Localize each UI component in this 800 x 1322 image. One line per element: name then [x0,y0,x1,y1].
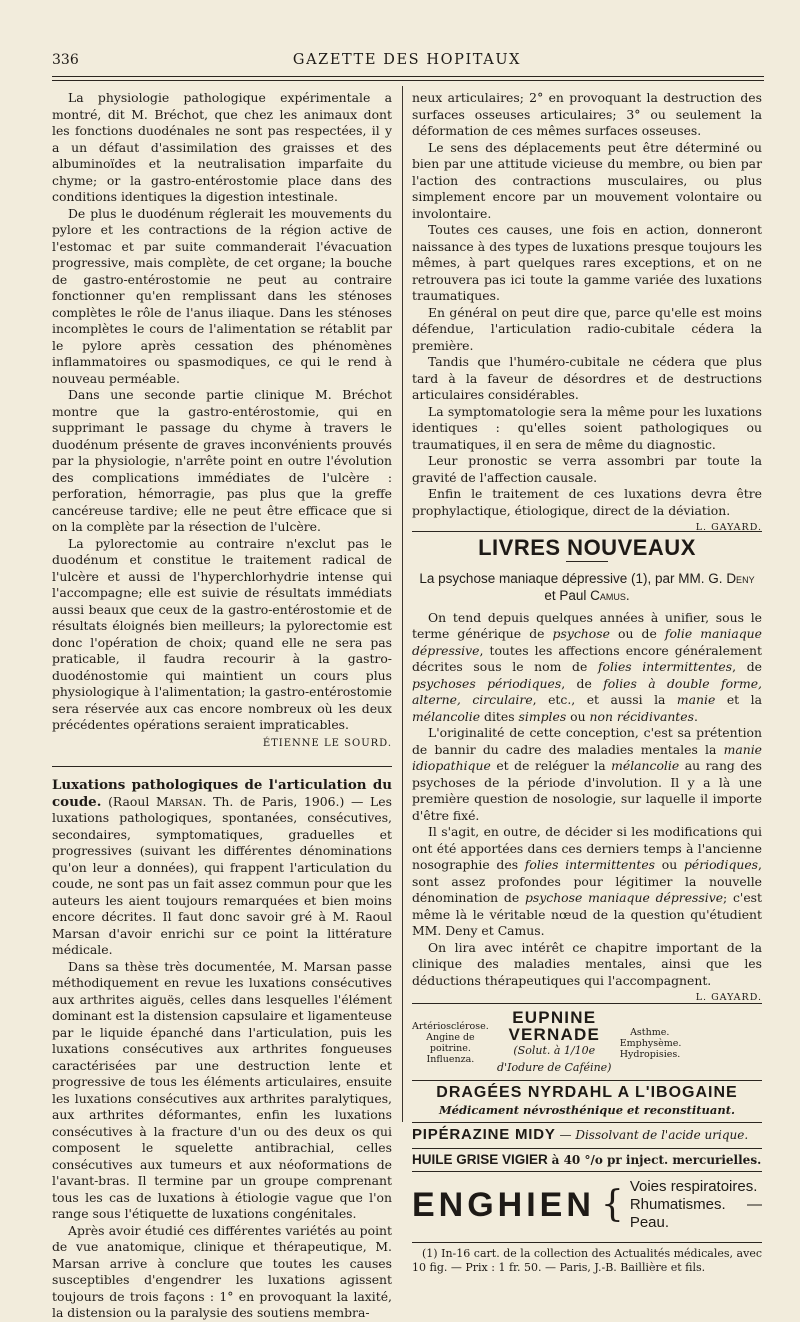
text: On tend depuis quelques années à unifier, sous le terme générique de [412,609,762,641]
ad-product-name: ENGHIEN [412,1185,595,1224]
heading-underline [566,561,608,562]
italic-text: folies à double forme, alterne, circulaire [412,675,762,707]
ad-enghien [412,1172,762,1238]
header-rule [52,76,764,77]
author-signature: L. GAYARD. [695,992,762,1003]
text: , toutes les affections encore généralement décrites sous le nom de [412,642,762,674]
article-lead: . Th. de Paris, 1906.) — Les luxations pathologiques, spontanées, consécutives, secondaires, symptomatiques, graduelles et progressives (suivant les différentes dénominations qu'on leur a données), qui frappent l'articulation du coude, ne sont pas un fait assez commun pour que les auteurs les aient toujours remarquées et bien moins encore décrites. Il faut donc savoir gré à M. Raoul Marsan d'avoir enrichi sur ce point la littérature médicale. [52,793,392,957]
paragraph: Le sens des déplacements peut être déterminé ou bien par une attitude vicieuse du membre, ou bien par l'action des contractions musculaires, ou plus simplement encore par un mouvement volontaire ou involontaire. [412,139,762,221]
ad-indications-right: Asthme. Emphysème. Hydropisies. [619,1026,682,1060]
right-column [412,90,762,1275]
ad-product-name: DRAGÉES NYRDAHL A L'IBOGAINE [436,1084,738,1101]
italic-text: folies intermittentes [524,857,656,872]
italic-text: manie [676,692,716,707]
paragraph: Leur pronostic se verra assombri par toute la gravité de l'affection causale. [412,453,762,485]
author-name: Marsan [156,793,203,809]
ad-indication-line: Rhumatismes. — Peau. [629,1196,762,1231]
text: et la [715,692,762,707]
paragraph: De plus le duodénum réglerait les mouvements du pylore et les contractions de la région active de l'estomac et par suite commanderait l'évacuation progressive, mais complète, de cet organe; la bouche de gastro-entérostomie ne peut au contraire fonctionner qu'en remplissant dans les sténoses complètes le rôle de l'anus iliaque. Dans les sténoses incomplètes le cours de l'alimentation se rétablit par le pylore après cessation des phénomènes inflammatoires ou spasmodiques, ce qui le rend à nouveau perméable. [52,205,392,386]
paragraph: neux articulaires; 2° en provoquant la destruction des surfaces osseuses articulaires; 3° ou seulement la déformation de ces mêmes surfaces osseuses. [412,90,762,138]
book-conjunction: et Paul [544,587,587,603]
advertisements [412,1003,762,1275]
footnote [412,1247,762,1275]
italic-text: périodiques [683,857,759,872]
author-prefix: (Raoul [108,793,156,809]
text: au rang des psychoses de la période d'involution. Il y a là une première question de nosologie, sur laquelle il importe d'être fixé. [412,758,763,823]
running-head [52,52,762,72]
italic-text: mélancolie [611,758,680,773]
paragraph: Après avoir étudié ces différentes variétés au point de vue anatomique, clinique et thérapeutique, M. Marsan arrive à conclure que toutes les causes susceptibles d'engendrer les luxations agissent toujours de trois façons : 1° en provoquant la laxité, la distension ou la paralysie des soutiens membra- [52,1222,392,1320]
italic-text: psychoses périodiques [412,675,562,691]
text: , etc., et aussi la [532,692,677,707]
article-intro [52,777,392,959]
text: . [693,708,698,724]
paragraph: La pylorectomie au contraire n'exclut pas le duodénum et constitue le traitement radical de l'ulcère et aussi de l'hyperchlorhydrie intense qui l'accompagne; elle est suivie de résultats immédiats aussi beaux que ceux de la gastro-entérostomie et de résultats éloignés bien meilleurs; la pylorectomie est donc l'opération de choix; quand elle ne sera pas praticable, il faudra recourir à la gastro-duodénostomie qui maintient un cours plus physiologique à l'alimentation; la gastro-entérostomie sera réservée aux cas encore nombreux où les deux précédentes opérations seraient impraticables. [52,535,392,732]
review-paragraph [412,939,762,1003]
text: L'originalité de cette conception, c'est sa prétention de bannir du cadre des maladies mentales la [412,725,762,757]
ad-huile-grise [412,1149,762,1172]
author-signature: L. GAYARD. [695,522,762,533]
italic-text: folies intermittentes [597,659,733,674]
footnote-text: (1) In-16 cart. de la collection des Actualités médicales, avec 10 fig. — Prix : 1 fr. 50. — Paris, J.-B. Baillière et fils. [412,1247,762,1274]
review-paragraph [412,824,762,940]
ad-product-subtitle: à 40 °/o pr inject. mercurielles. [551,1152,762,1167]
author-signature: ÉTIENNE LE SOURD. [262,737,392,749]
paragraph: Dans une seconde partie clinique M. Bréchot montre que la gastro-entérostomie, qui en supprimant le passage du chyme à travers le duodénum présente de graves inconvénients prouvés par la physiologie, n'arrête point en outre l'évolution des complications immédiates de l'ulcère : perforation, hémorragie, pas plus que la greffe cancéreuse tardive; elle ne peut être efficace que si on la complète par la résection de l'ulcère. [52,387,392,534]
column-separator [402,86,403,1122]
paragraph [412,486,762,533]
book-author: Camus [590,587,626,603]
header-rule-thin [52,80,764,81]
ad-product-name: HUILE GRISE VIGIER [412,1151,548,1167]
page-number: 336 [52,52,79,68]
review-paragraph [412,610,762,726]
italic-text: non récidivantes [589,708,694,724]
article-title: Luxations pathologiques de l'articulation du coude. [52,777,392,810]
text: ou de [609,626,665,641]
section-heading: LIVRES NOUVEAUX [478,535,696,560]
journal-title: GAZETTE DES HOPITAUX [292,52,522,68]
text: , sont assez profondes pour légitimer la nouvelle dénomination de [412,857,762,905]
text: Il s'agit, en outre, de décider si les modifications qui ont été apportées dans ces derniers temps à l'ancienne nosographie des [412,824,762,872]
text: et de reléguer la [490,758,612,773]
left-column [52,90,392,1322]
italic-text: psychose maniaque dépressive [524,890,724,905]
paragraph: La symptomatologie sera la même pour les luxations identiques : qu'elles soient pathologiques ou traumatiques, il en sera de même du diagnostic. [412,403,762,452]
text: dites [480,708,519,724]
ad-product-subtitle: (Solut. à 1/10e d'Iodure de Caféine) [497,1044,612,1074]
ad-indication-line: Voies respiratoires. [629,1178,758,1195]
italic-text: manie idiopathique [412,741,762,773]
text: ou [566,708,590,724]
paragraph-text: Enfin le traitement de ces luxations devra être prophylactique, étiologique, direct de la déviation. [412,486,762,518]
ad-eupnine [412,1004,680,1080]
paragraph: Dans sa thèse très documentée, M. Marsan passe méthodiquement en revue les luxations consécutives aux arthrites aiguës, celles dans lesquelles l'élément dominant est la distension capsulaire et ligamenteuse par le liquide épanché dans l'articulation, puis les luxations consécutives aux arthrites fongueuses caractérisées par une destruction lente et progressive de tous les éléments articulaires, ensuite les luxations consécutives aux arthrites paralytiques, aux arthrites déformantes, enfin les luxations consécutives à la fracture d'un ou des deux os qui composent le squelette antibrachial, celles consécutives aux tumeurs et aux néoformations de l'avant-bras. Il termine par un groupe comprenant tous les cas de luxations à étiologie vague que l'on range sous l'étiquette de luxations congénitales. [52,958,392,1221]
paragraph: En général on peut dire que, parce qu'elle est moins défendue, l'articulation radio-cubitale cédera la première. [412,304,762,353]
paragraph: Tandis que l'huméro-cubitale ne cédera que plus tard à la faveur de désordres et de destructions articulaires considérables. [412,354,762,402]
ad-piperazine [412,1123,762,1148]
text: , de [732,659,762,674]
book-title-text: La psychose maniaque dépressive (1), par MM. G. [419,570,723,586]
ad-enghien-indications [630,1178,762,1232]
paragraph: La physiologie pathologique expérimentale a montré, dit M. Bréchot, que chez les animaux dont les fonctions duodénales ne sont pas respectées, il y a un défaut d'assimilation des graisses et des albuminoïdes et la neutralisation imparfaite du chyme; or la gastro-entérostomie place dans des conditions identiques la digestion intestinale. [52,90,392,204]
ad-product-name: PIPÉRAZINE MIDY [412,1126,556,1143]
text: On lira avec intérêt ce chapitre important de la clinique des maladies mentales, ainsi que les déductions thérapeutiques qui l'accompagnent. [412,939,762,988]
book-author: Deny [726,570,755,586]
ad-nyrdahl [412,1081,762,1122]
text: , de [561,675,604,691]
italic-text: psychose [552,626,610,641]
ad-product-name: EUPNINE VERNADE [508,1008,601,1044]
ad-eupnine-center [489,1010,620,1076]
ad-indications-left: Artériosclérose. Angine de poitrine. Influenza. [412,1021,489,1065]
italic-text: folie maniaque dépressive [412,626,762,658]
section-divider [52,766,392,767]
italic-text: simples [518,708,567,724]
footnote-divider [412,1242,762,1243]
review-paragraph [412,725,762,824]
paragraph: Toutes ces causes, une fois en action, donneront naissance à des types de luxations presque toujours les mêmes, à part quelques rares exceptions, et on ne retrouvera pas ici toute la gamme variée des luxations traumatiques. [412,222,762,303]
italic-text: mélancolie [412,708,481,724]
ad-product-subtitle: — Dissolvant de l'acide urique. [559,1128,749,1142]
book-title: La psychose maniaque dépressive (1), par MM. G. Deny et Paul Camus. [419,570,755,603]
text: ; c'est même là le véritable nœud de la question qu'étudient MM. Deny et Camus. [412,890,763,938]
brace-glyph: { [600,1184,624,1225]
text: ou [655,857,684,872]
ad-product-subtitle: Médicament névrosthénique et reconstituant. [438,1102,736,1117]
